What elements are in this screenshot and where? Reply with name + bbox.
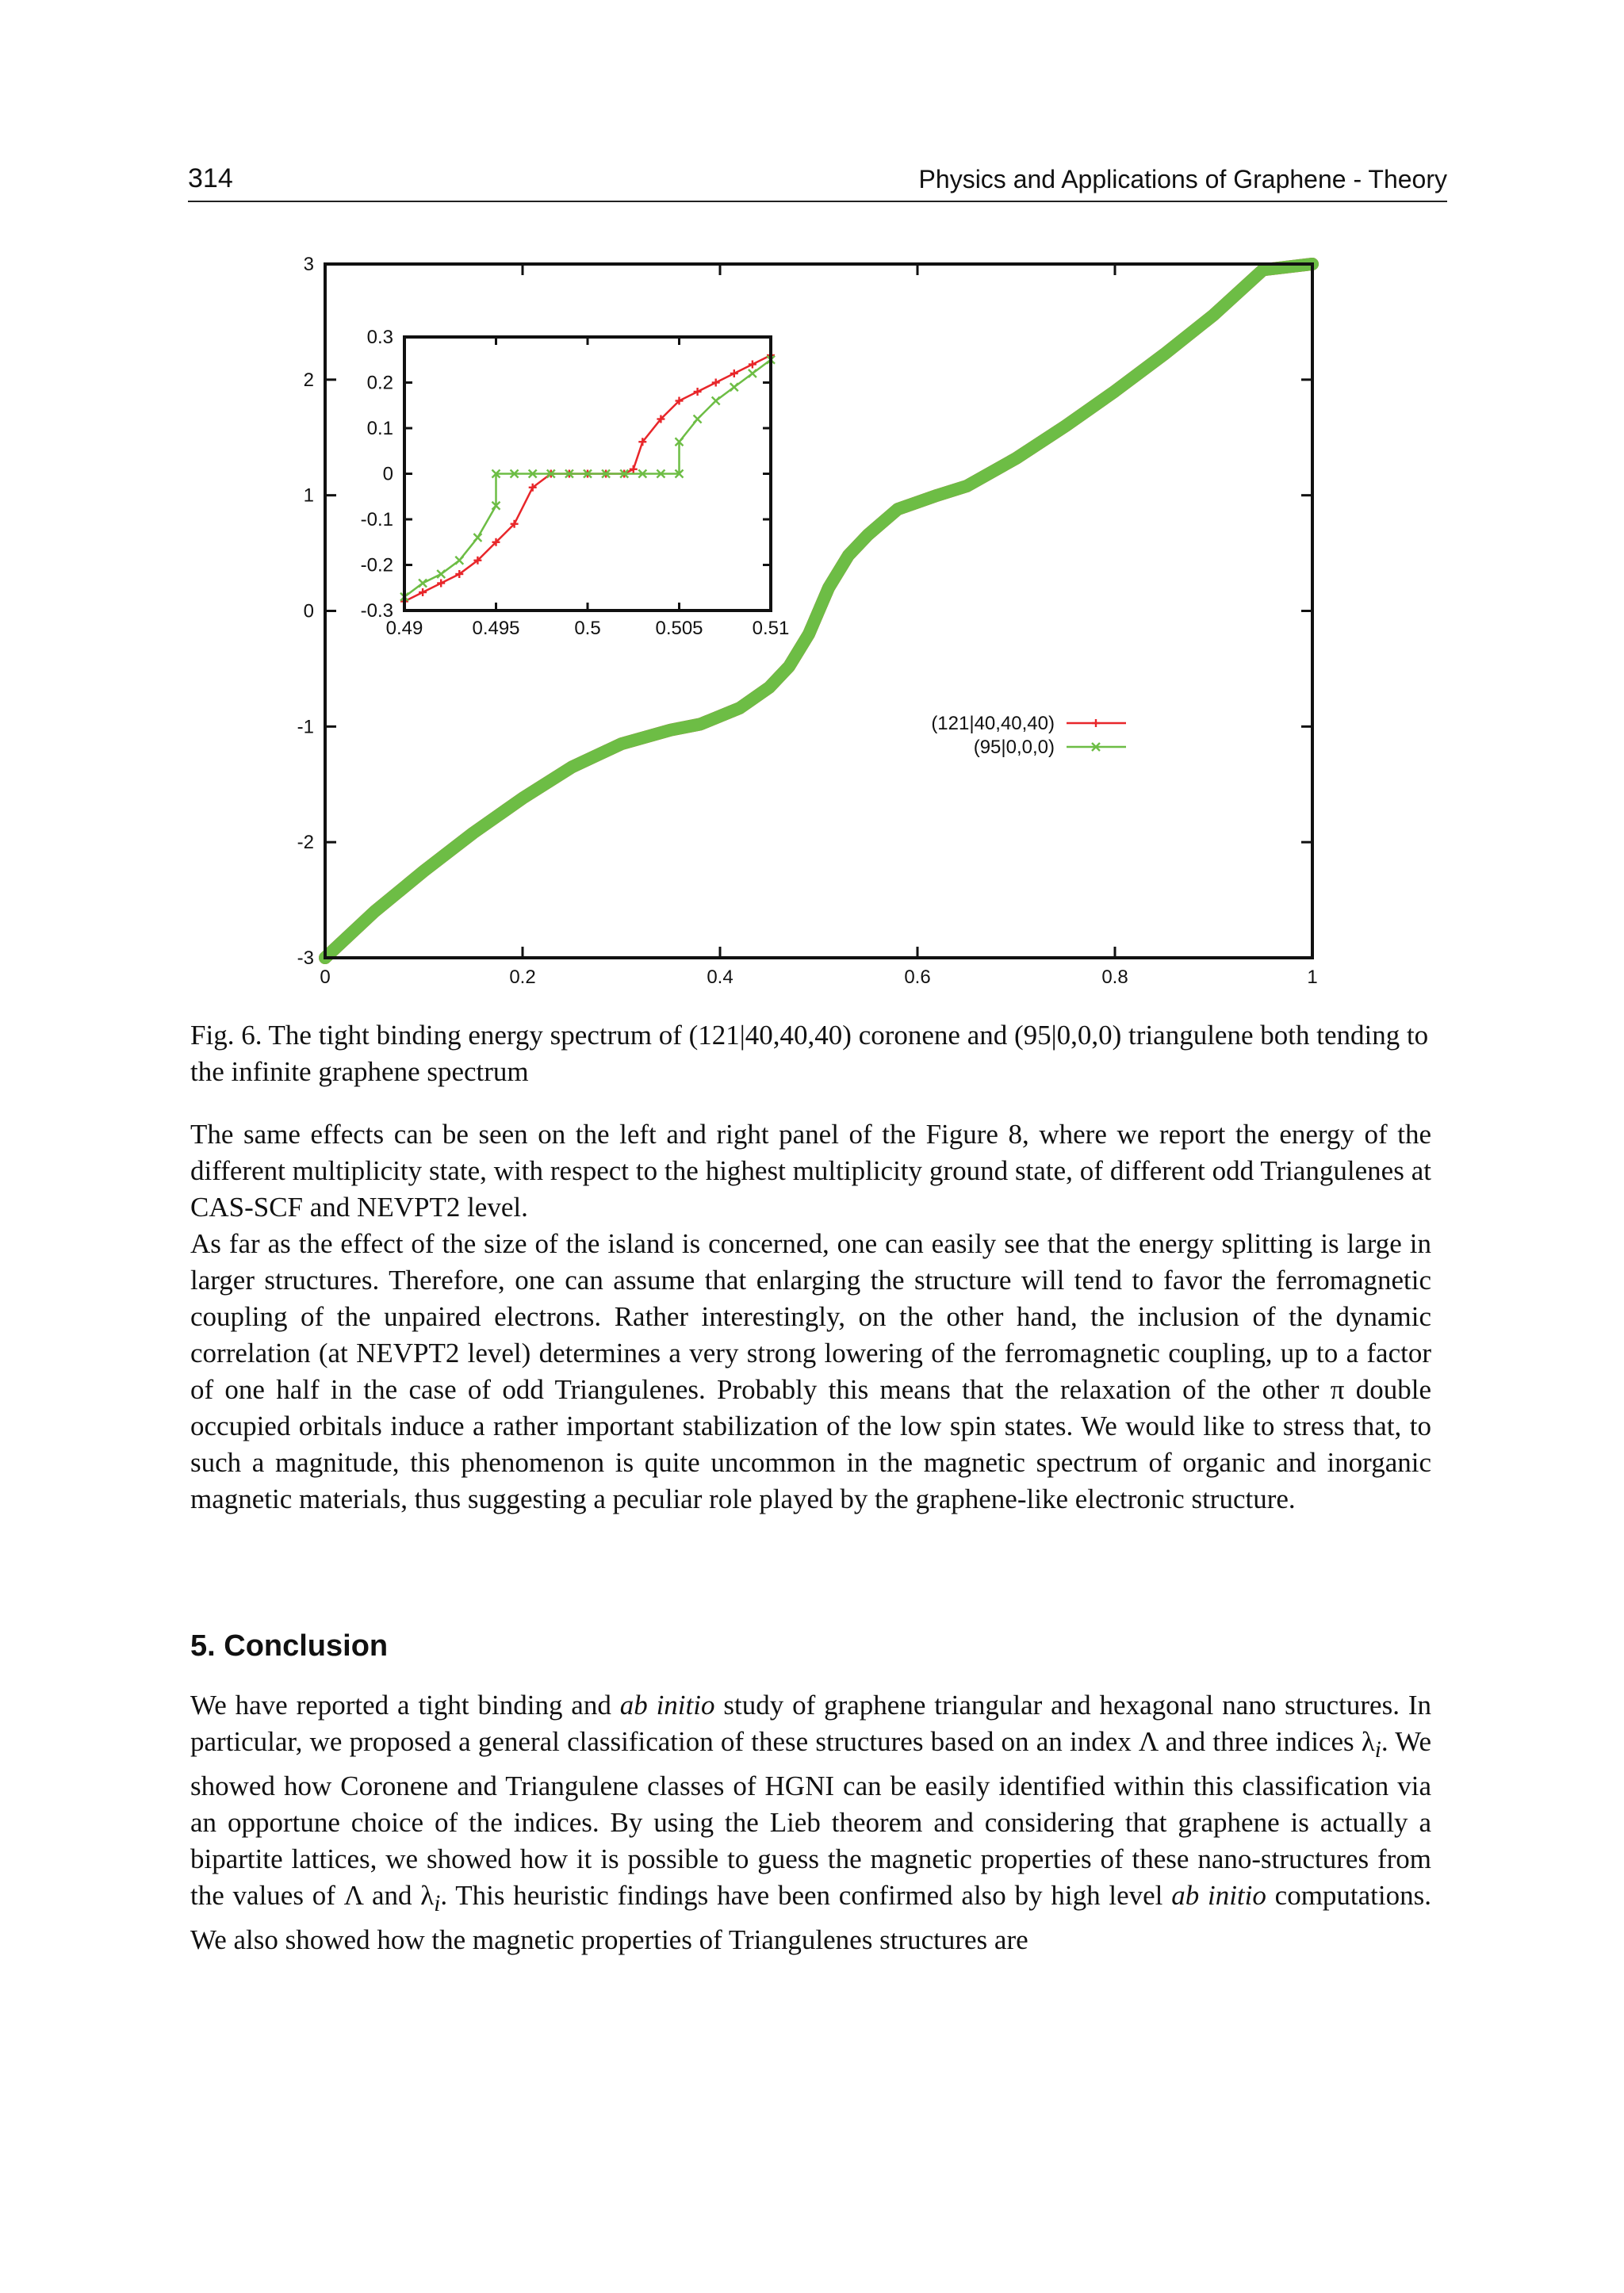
paragraph-island-size: As far as the effect of the size of the island is concerned, one can easily see that the energy splitting is large in larger structures. Therefore, one can assume that enlarging the structure will tend to favor the ferromagnetic coupling of the unpaired electrons. Rather interestingly, on the other hand, the inclusion of the dynamic correlation (at NEVPT2 level) determines a very strong lowering of the ferromagnetic coupling, up to a factor of one half in the case of odd Triangulenes. Probably this means that the relaxation of the other π double occupied orbitals induce a rather important stabilization of the low spin states. We would like to stress that, to such a magnitude, this phenomenon is quite uncommon in the magnetic spectrum of organic and inorganic magnetic materials, thus suggesting a peculiar role played by the graphene-like electronic structure. bbox=[190, 1228, 1431, 1514]
y-tick-label: 0 bbox=[303, 600, 314, 622]
x-tick-label: 0.8 bbox=[1101, 967, 1128, 988]
x-tick-label: 0 bbox=[320, 967, 331, 988]
y-tick-label: -1 bbox=[297, 716, 314, 738]
y-tick-label: -3 bbox=[297, 947, 314, 969]
section-heading-conclusion: 5. Conclusion bbox=[190, 1629, 389, 1663]
y-tick-label: -0.3 bbox=[360, 600, 393, 622]
y-tick-label: -2 bbox=[297, 832, 314, 854]
y-tick-label: -0.2 bbox=[360, 554, 393, 576]
y-tick-label: 0.1 bbox=[366, 418, 393, 439]
x-tick-label: 0.2 bbox=[509, 967, 536, 988]
y-tick-label: 2 bbox=[303, 369, 314, 391]
x-tick-label: 0.5 bbox=[574, 618, 601, 639]
figure-caption: Fig. 6. The tight binding energy spectrum of (121|40,40,40) coronene and (95|0,0,0) triangulene both tending to the infinite graphene spectrum bbox=[190, 1020, 1429, 1087]
body-text-conclusion bbox=[190, 1687, 1431, 1958]
running-header bbox=[188, 163, 1447, 202]
legend-marker bbox=[1092, 719, 1100, 727]
y-tick-label: 3 bbox=[303, 254, 314, 275]
y-tick-label: 0.3 bbox=[366, 327, 393, 348]
paragraph-figure8: The same effects can be seen on the left and right panel of the Figure 8, where we report the energy of the different multiplicity state, with respect to the highest multiplicity ground state, of different odd Triangulenes at CAS-SCF and NEVPT2 level. bbox=[190, 1119, 1431, 1223]
x-tick-label: 0.6 bbox=[904, 967, 931, 988]
x-tick-label: 0.495 bbox=[472, 618, 520, 639]
body-text-upper bbox=[190, 1116, 1431, 1518]
page-number: 314 bbox=[188, 163, 233, 193]
y-tick-label: 0.2 bbox=[366, 372, 393, 394]
x-tick-label: 0.505 bbox=[655, 618, 703, 639]
x-tick-label: 0.51 bbox=[752, 618, 790, 639]
chart-legend bbox=[931, 713, 1126, 758]
inset-plot bbox=[361, 327, 790, 639]
x-tick-label: 1 bbox=[1307, 967, 1318, 988]
legend-label: (121|40,40,40) bbox=[931, 713, 1055, 734]
y-tick-label: 1 bbox=[303, 484, 314, 507]
figure-6 bbox=[262, 246, 1340, 999]
running-title: Physics and Applications of Graphene - Theory bbox=[918, 165, 1447, 193]
x-tick-label: 0.4 bbox=[707, 967, 733, 988]
paragraph-conclusion: We have reported a tight binding and ab initio study of graphene triangular and hexagonal nano structures. In particular, we proposed a general classification of these structures based on an index Λ and three indices $\lambda_i$. We showed how Coronene and Triangulene classes of HGNI can be easily identified within this classification via an opportune choice of the indices. By using the Lieb theorem and considering that graphene is actually a bipartite lattices, we showed how it is possible to guess the magnetic properties of these nano-structures from the values of Λ and $\lambda_i$. This heuristic findings have been confirmed also by high level ab initio computations. We also showed how the magnetic properties of Triangulenes structures are bbox=[190, 1690, 1431, 1955]
x-tick-label: 0.49 bbox=[385, 618, 423, 639]
energy-spectrum-chart bbox=[262, 246, 1340, 999]
y-tick-label: -0.1 bbox=[360, 509, 393, 530]
legend-label: (95|0,0,0) bbox=[973, 737, 1055, 758]
y-tick-label: 0 bbox=[382, 463, 393, 485]
